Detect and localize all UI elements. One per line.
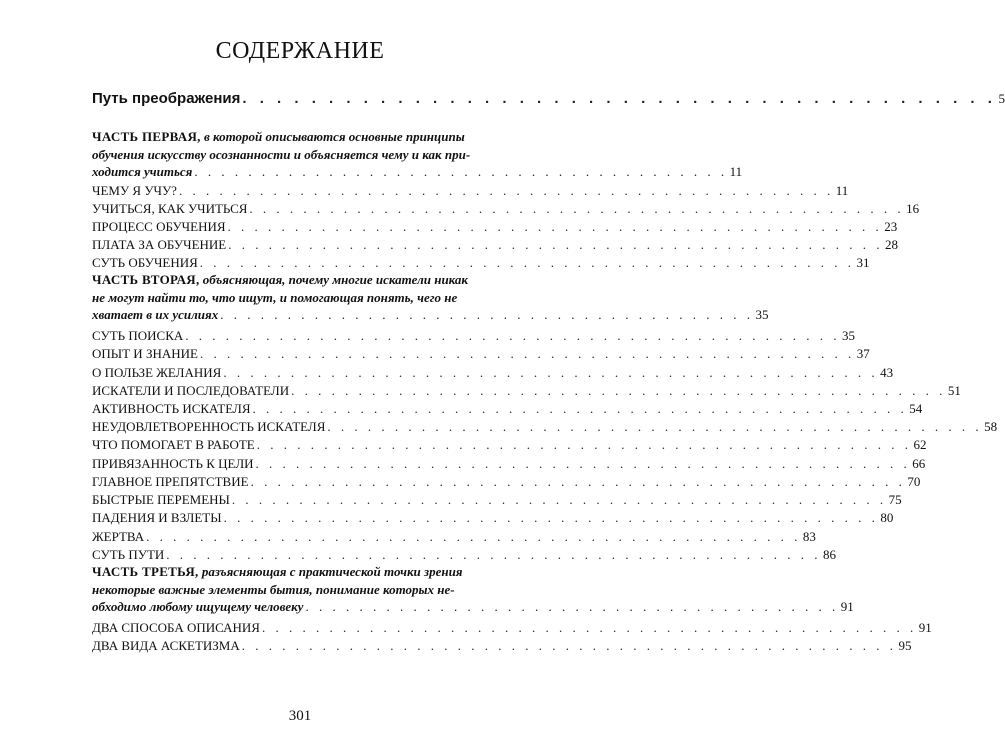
toc-page-number: 80 [880, 510, 894, 525]
toc-page-number: 31 [856, 255, 870, 270]
part-description: объясняющая, почему многие искатели никак [202, 272, 469, 287]
toc-chapter [92, 236, 898, 253]
part-line-2: некоторые важные элементы бытия, понимание которых не- [92, 581, 455, 597]
part-description-end: ходится учиться [92, 164, 193, 179]
dot-leader: . . . . . . . . . . . . . . . . . . . . . . . . . . . . . . . . . . . . . . . . . . . . . . . . . [241, 638, 897, 653]
dot-leader: . . . . . . . . . . . . . . . . . . . . . . . . . . . . . . . . . . . . . . . . . . . . . . . . . [228, 237, 883, 252]
toc-entry-intro [92, 90, 1005, 107]
toc-chapter [92, 218, 898, 235]
toc-entry-label: СУТЬ ПУТИ [92, 547, 165, 562]
toc-chapter [92, 546, 837, 563]
toc-page-number: 28 [885, 237, 898, 252]
toc-entry-label: Путь преображения [92, 90, 241, 107]
part-heading: ЧАСТЬ ПЕРВАЯ, [92, 129, 201, 144]
toc-page-number: 35 [755, 307, 769, 322]
dot-leader: . . . . . . . . . . . . . . . . . . . . . . . . . . . . . . . . . . . . . . . . . . . . . . . . . [255, 456, 911, 471]
toc-entry-label: УЧИТЬСЯ, КАК УЧИТЬСЯ [92, 201, 248, 216]
part-line-3 [92, 163, 743, 181]
dot-leader: . . . . . . . . . . . . . . . . . . . . . . . . . . . . . . . . . . . . . . . . . . . . . . . . . [199, 346, 855, 361]
toc-entry-label: ДВА ВИДА АСКЕТИЗМА [92, 638, 240, 653]
dot-leader: . . . . . . . . . . . . . . . . . . . . . . . . . . . . . . . . . . . . . . . . . . . . . . . . . [185, 328, 841, 343]
page-number-footer: 301 [288, 708, 312, 724]
toc-chapter [92, 182, 849, 199]
toc-chapter [92, 345, 870, 362]
toc-chapter [92, 528, 816, 545]
toc-chapter [92, 637, 912, 654]
dot-leader: . . . . . . . . . . . . . . . . . . . . . . . . . . . . . . . . . . . . . . . . . . . . . . . . . [252, 401, 908, 416]
dot-leader: . . . . . . . . . . . . . . . . . . . . . . . . . . . . . . . . . . . . . . . . . . . . . . . . . [256, 437, 912, 452]
part-heading: ЧАСТЬ ВТОРАЯ, [92, 272, 200, 287]
page-title: СОДЕРЖАНИЕ [215, 38, 385, 64]
dot-leader: . . . . . . . . . . . . . . . . . . . . . . . . . . . . . . . . . . . . . . . . . . . . . . . . . [223, 510, 879, 525]
toc-entry-label: ЧЕМУ Я УЧУ? [92, 183, 177, 198]
toc-page-number: 35 [842, 328, 856, 343]
toc-entry-label: ОПЫТ И ЗНАНИЕ [92, 346, 198, 361]
toc-entry-label: ГЛАВНОЕ ПРЕПЯТСТВИЕ [92, 474, 249, 489]
dot-leader: . . . . . . . . . . . . . . . . . . . . . . . . . . . . . . . . . . . . . . . . . . . . . . . . . [146, 529, 801, 544]
toc-page-number: 43 [880, 365, 894, 380]
toc-chapter [92, 418, 998, 435]
toc-page-number: 62 [913, 437, 927, 452]
toc-chapter [92, 619, 932, 636]
dot-leader: . . . . . . . . . . . . . . . . . . . . . . . . . . . . . . . . . . . . . . . . . . . . . . . . . [227, 219, 883, 234]
part-line-3 [92, 306, 769, 324]
toc-page-number: 5 [998, 91, 1005, 106]
toc-entry-label: СУТЬ ОБУЧЕНИЯ [92, 255, 198, 270]
toc-page-number: 37 [856, 346, 870, 361]
toc-part-3 [92, 563, 854, 616]
toc-page-number: 11 [835, 183, 849, 198]
toc-page-number: 51 [947, 383, 961, 398]
dot-leader: . . . . . . . . . . . . . . . . . . . . . . . . . . . . . . . . . . . . . . . . [220, 307, 754, 322]
toc-chapter [92, 473, 921, 490]
toc-entry-label: ЧТО ПОМОГАЕТ В РАБОТЕ [92, 437, 255, 452]
toc-chapter [92, 200, 920, 217]
toc-entry-label: ПРОЦЕСС ОБУЧЕНИЯ [92, 219, 226, 234]
part-line-3 [92, 598, 854, 616]
toc-part-1 [92, 128, 743, 181]
toc-chapter [92, 491, 902, 508]
dot-leader: . . . . . . . . . . . . . . . . . . . . . . . . . . . . . . . . . . . . . . . . . . . . [242, 90, 997, 107]
toc-page-number: 58 [984, 419, 998, 434]
toc-chapter [92, 400, 923, 417]
toc-chapter [92, 327, 856, 344]
toc-entry-label: ПРИВЯЗАННОСТЬ К ЦЕЛИ [92, 456, 254, 471]
dot-leader: . . . . . . . . . . . . . . . . . . . . . . . . . . . . . . . . . . . . . . . . . . . . . . . . . [178, 183, 834, 198]
toc-entry-label: СУТЬ ПОИСКА [92, 328, 184, 343]
toc-entry-label: НЕУДОВЛЕТВОРЕННОСТЬ ИСКАТЕЛЯ [92, 419, 326, 434]
dot-leader: . . . . . . . . . . . . . . . . . . . . . . . . . . . . . . . . . . . . . . . . . . . . . . . . . [199, 255, 855, 270]
dot-leader: . . . . . . . . . . . . . . . . . . . . . . . . . . . . . . . . . . . . . . . . . . . . . . . . . [261, 620, 917, 635]
toc-page-number: 83 [802, 529, 816, 544]
dot-leader: . . . . . . . . . . . . . . . . . . . . . . . . . . . . . . . . . . . . . . . . . . . . . . . . . [166, 547, 822, 562]
toc-entry-label: О ПОЛЬЗЕ ЖЕЛАНИЯ [92, 365, 222, 380]
toc-chapter [92, 382, 961, 399]
toc-page-number: 66 [912, 456, 926, 471]
toc-entry-label: БЫСТРЫЕ ПЕРЕМЕНЫ [92, 492, 230, 507]
toc-page-number: 23 [884, 219, 898, 234]
toc-page-number: 91 [840, 599, 854, 614]
toc-part-2 [92, 271, 769, 324]
toc-page-number: 95 [898, 638, 912, 653]
part-line-2: обучения искусству осознанности и объясняется чему и как при- [92, 146, 471, 162]
toc-page-number: 70 [907, 474, 921, 489]
part-description-end: обходимо любому ищущему человеку [92, 599, 304, 614]
dot-leader: . . . . . . . . . . . . . . . . . . . . . . . . . . . . . . . . . . . . . . . . . . . . . . . . . [249, 201, 905, 216]
dot-leader: . . . . . . . . . . . . . . . . . . . . . . . . . . . . . . . . . . . . . . . . [305, 599, 839, 614]
part-line-1 [92, 271, 473, 289]
part-line-1 [92, 563, 473, 581]
dot-leader: . . . . . . . . . . . . . . . . . . . . . . . . . . . . . . . . . . . . . . . . . . . . . . . . . [223, 365, 879, 380]
dot-leader: . . . . . . . . . . . . . . . . . . . . . . . . . . . . . . . . . . . . . . . . . . . . . . . . . [291, 383, 946, 398]
toc-chapter [92, 364, 894, 381]
toc-chapter [92, 436, 927, 453]
part-line-1 [92, 128, 473, 146]
toc-page-number: 86 [823, 547, 837, 562]
toc-chapter [92, 509, 894, 526]
toc-entry-label: ЖЕРТВА [92, 529, 145, 544]
toc-entry-label: ПАДЕНИЯ И ВЗЛЕТЫ [92, 510, 222, 525]
toc-entry-label: ДВА СПОСОБА ОПИСАНИЯ [92, 620, 260, 635]
toc-page-number: 91 [918, 620, 932, 635]
toc-page-number: 11 [729, 164, 743, 179]
dot-leader: . . . . . . . . . . . . . . . . . . . . . . . . . . . . . . . . . . . . . . . . . . . . . . . . . [250, 474, 906, 489]
dot-leader: . . . . . . . . . . . . . . . . . . . . . . . . . . . . . . . . . . . . . . . . . . . . . . . . . [327, 419, 983, 434]
toc-entry-label: ИСКАТЕЛИ И ПОСЛЕДОВАТЕЛИ [92, 383, 290, 398]
part-heading: ЧАСТЬ ТРЕТЬЯ, [92, 564, 199, 579]
part-description: в которой описываются основные принципы [203, 129, 465, 144]
toc-page-number: 75 [888, 492, 902, 507]
part-description-end: хватает в их усилиях [92, 307, 219, 322]
part-description: разъясняющая с практической точки зрения [201, 564, 463, 579]
dot-leader: . . . . . . . . . . . . . . . . . . . . . . . . . . . . . . . . . . . . . . . . . . . . . . . . . [231, 492, 887, 507]
part-line-2: не могут найти то, что ищут, и помогающая понять, чего не [92, 289, 458, 305]
toc-page-number: 54 [909, 401, 923, 416]
toc-entry-label: АКТИВНОСТЬ ИСКАТЕЛЯ [92, 401, 251, 416]
toc-chapter [92, 455, 926, 472]
dot-leader: . . . . . . . . . . . . . . . . . . . . . . . . . . . . . . . . . . . . . . . . [194, 164, 728, 179]
toc-entry-label: ПЛАТА ЗА ОБУЧЕНИЕ [92, 237, 227, 252]
toc-chapter [92, 254, 870, 271]
toc-page-number: 16 [906, 201, 920, 216]
